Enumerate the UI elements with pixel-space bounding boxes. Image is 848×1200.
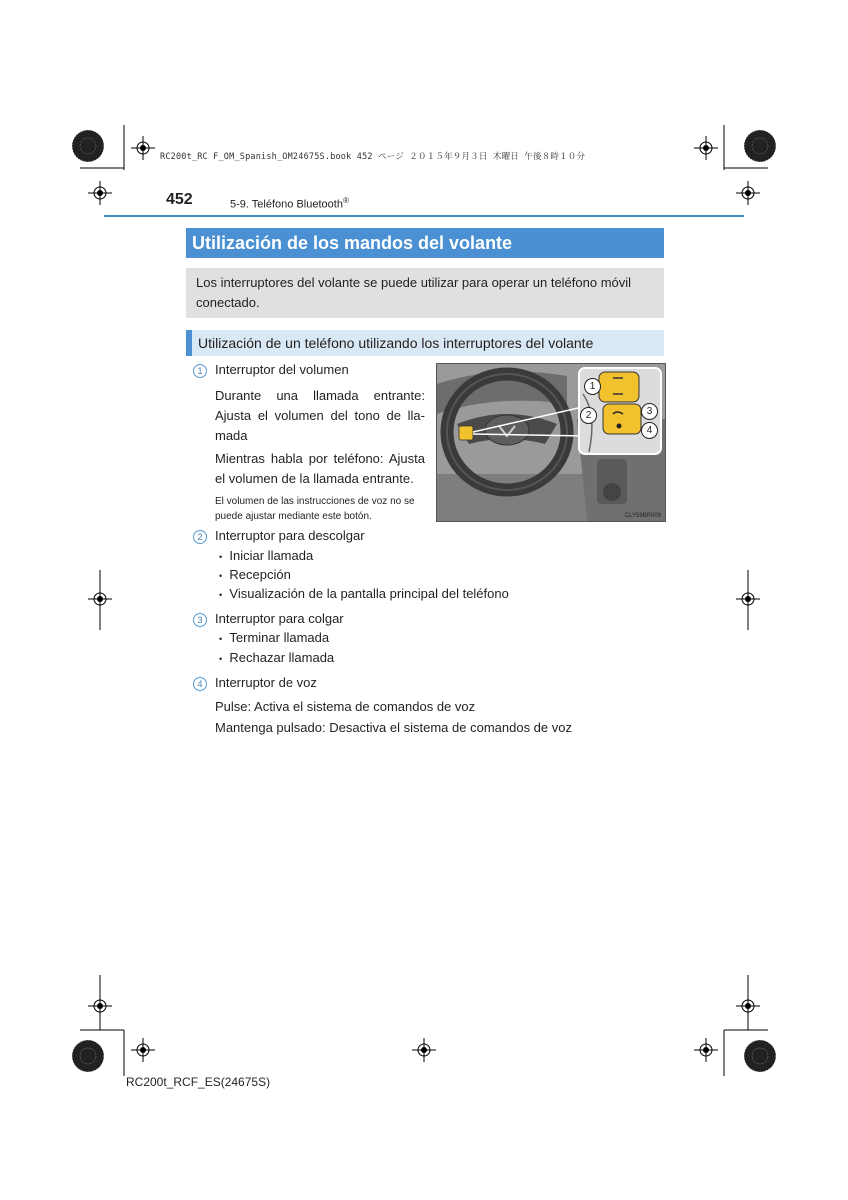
callout-2: 2 <box>580 407 597 424</box>
callout-3: 3 <box>641 403 658 420</box>
page-number: 452 <box>166 191 193 208</box>
figure-caption: CLY59BR009 <box>624 513 661 519</box>
page-title: Utilización de los mandos del volante <box>186 228 664 258</box>
callout-1: 1 <box>584 378 601 395</box>
header-rule <box>104 215 744 217</box>
item-paragraph: Durante una llamada entrante: Ajusta el volumen del tono de lla-mada <box>215 388 425 443</box>
item-label-voice: Interruptor de voz <box>215 675 317 690</box>
steering-wheel-illustration <box>437 364 665 521</box>
item-label-volume: Interruptor del volumen <box>215 362 349 377</box>
registered-mark: ® <box>342 196 349 205</box>
subsection-title: Utilización de un teléfono utilizando los interruptores del volante <box>186 330 664 356</box>
item-number-1: 1 <box>193 364 207 378</box>
item-paragraph: Mientras habla por teléfono: Ajusta el volumen de la llamada entrante. <box>215 451 425 486</box>
item-number-2: 2 <box>193 530 207 544</box>
bullet-item: • Iniciar llamada <box>219 548 314 563</box>
item-line: Pulse: Activa el sistema de comandos de voz <box>215 699 476 714</box>
bullet-item: • Visualización de la pantalla principal del teléfono <box>219 586 509 601</box>
item-number-3: 3 <box>193 613 207 627</box>
item-line: Mantenga pulsado: Desactiva el sistema de comandos de voz <box>215 720 572 735</box>
bullet-item: • Rechazar llamada <box>219 650 335 665</box>
item-label-answer: Interruptor para descolgar <box>215 528 365 543</box>
intro-box: Los interruptores del volante se puede utilizar para operar un teléfono móvil conectado. <box>186 268 664 318</box>
item-note: El volumen de las instrucciones de voz no se puede ajustar mediante este botón. <box>215 496 415 522</box>
steering-wheel-figure <box>436 363 666 522</box>
callout-4: 4 <box>641 422 658 439</box>
print-header: RC200t_RC F_OM_Spanish_OM24675S.book 452 ページ ２０１５年９月３日 木曜日 午後８時１０分 <box>160 152 586 162</box>
section-label: 5-9. Teléfono Bluetooth® <box>230 196 349 211</box>
bullet-item: • Terminar llamada <box>219 630 330 645</box>
item-number-4: 4 <box>193 677 207 691</box>
item-label-hangup: Interruptor para colgar <box>215 611 344 626</box>
footer-code: RC200t_RCF_ES(24675S) <box>126 1075 271 1089</box>
bullet-item: • Recepción <box>219 567 291 582</box>
